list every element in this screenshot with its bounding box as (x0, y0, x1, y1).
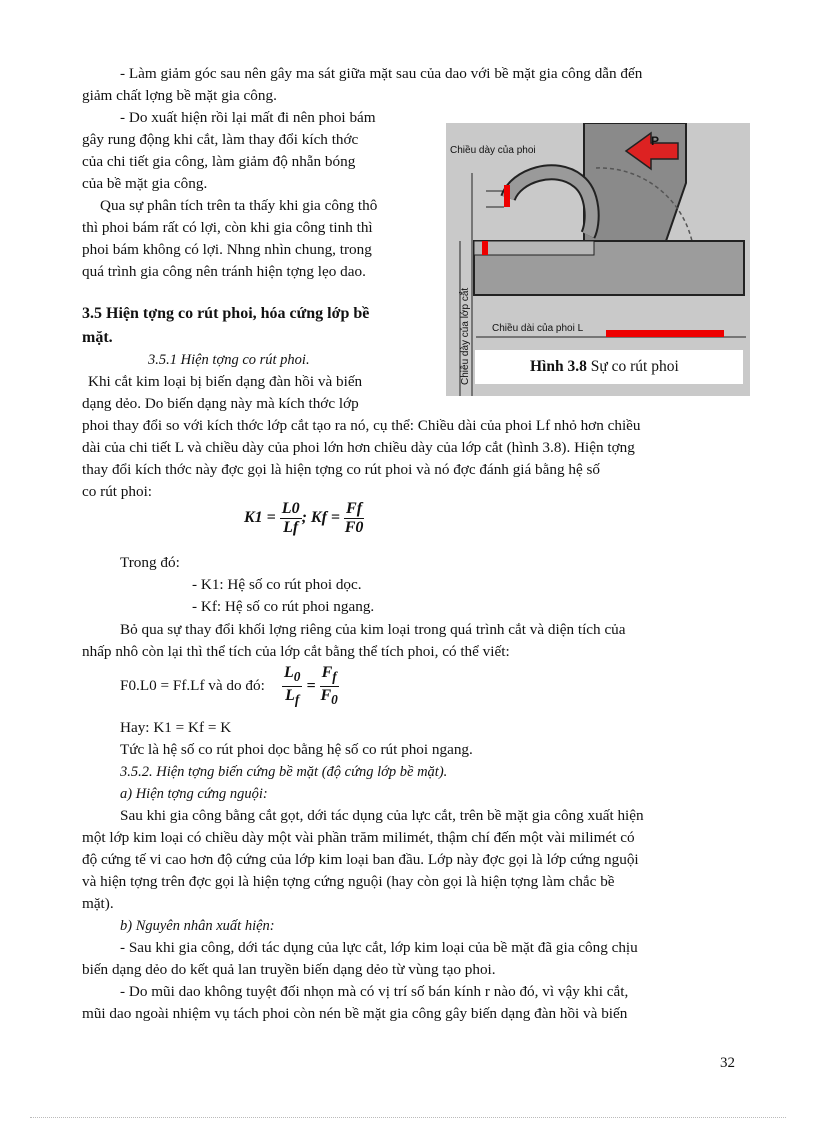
text-line: phoi bám không có lợi. Nhng nhìn chung, trong (82, 241, 372, 258)
svg-text:P: P (651, 134, 660, 148)
text-line: - Do mũi dao không tuyệt đối nhọn mà có vị trí số bán kính r nào đó, vì vậy khi cắt, (120, 983, 629, 1000)
text-line: một lớp kim loại có chiều dày một vài phần trăm milimét, thậm chí đến một vài milimét có (82, 829, 635, 846)
text-line: phoi thay đổi so với kích thớc lớp cắt tạo ra nó, cụ thể: Chiều dài của phoi Lf nhỏ hơn chiều (82, 417, 641, 434)
text-line: - Do xuất hiện rồi lại mất đi nên phoi bám (120, 109, 376, 126)
text-line: độ cứng tế vi cao hơn độ cứng của lớp kim loại ban đầu. Lớp này đợc gọi là lớp cứng nguội (82, 851, 639, 868)
text-line: - Sau khi gia công, dới tác dụng của lực cắt, lớp kim loại của bề mặt đã gia công chịu (120, 939, 638, 956)
text-line: Tức là hệ số co rút phoi dọc bằng hệ số co rút phoi ngang. (120, 741, 473, 758)
subsection-heading: 3.5.2. Hiện tợng biến cứng bề mặt (độ cứng lớp bề mặt). (120, 764, 448, 780)
formula-kf: Kf (310, 509, 327, 527)
formula-f0: F0 (344, 519, 364, 536)
page-number: 32 (720, 1055, 735, 1071)
section-heading: mặt. (82, 329, 113, 346)
subsection-heading: 3.5.1 Hiện tợng co rút phoi. (148, 352, 310, 368)
formula-l0: L0 (281, 500, 300, 517)
svg-text:Chiều dài của phoi L: Chiều dài của phoi L (492, 323, 584, 334)
page-footer-divider (30, 1117, 786, 1118)
text-line: - Kf: Hệ số co rút phoi ngang. (192, 598, 375, 615)
text-line: của bề mặt gia công. (82, 175, 208, 192)
text-line: biến dạng dẻo do kết quả lan truyền biến dạng dẻo từ vùng tạo phoi. (82, 961, 496, 978)
text-line: dạng dẻo. Do biến dạng này mà kích thớc lớp (82, 395, 359, 412)
text-line: Hay: K1 = Kf = K (120, 719, 232, 736)
section-heading: 3.5 Hiện tợng co rút phoi, hóa cứng lớp bề (82, 305, 370, 322)
text-line: của chi tiết gia công, làm giảm độ nhẵn bóng (82, 153, 356, 170)
text-line: thay đổi kích thớc này đợc gọi là hiện tợng co rút phoi và nó đợc đánh giá bằng hệ số (82, 461, 601, 478)
text-line: giảm chất lợng bề mặt gia công. (82, 87, 277, 104)
text-line: Khi cắt kim loại bị biến dạng đàn hồi và biến (88, 373, 363, 390)
formula-ff: Ff (346, 500, 363, 517)
caption-number: Hình 3.8 (530, 358, 587, 375)
subsection-heading: a) Hiện tợng cứng nguội: (120, 786, 268, 802)
text-line: Bỏ qua sự thay đổi khối lợng riêng của kim loại trong quá trình cắt và diện tích của (120, 621, 626, 638)
caption-text: Sự co rút phoi (590, 358, 679, 375)
text-line: dài của chi tiết L và chiều dày của phoi lớn hơn chiều dày của lớp cắt (hình 3.8). Hiện tợng (82, 439, 635, 456)
text-line: quá trình gia công nên tránh hiện tợng lẹo dao. (82, 263, 366, 280)
formula-shrink-ratio: K1 = $\frac{L0}{Lf}$ ; Kf = $\frac{Ff}{F0}$ (244, 500, 364, 536)
subsection-heading: b) Nguyên nhân xuất hiện: (120, 918, 275, 934)
formula-lf: Lf (283, 519, 299, 536)
text-line: gây rung động khi cắt, làm thay đổi kích thớc (82, 131, 359, 148)
text-line: Trong đó: (120, 554, 180, 571)
text-line: và hiện tợng trên đợc gọi là hiện tợng cứng nguội (hay còn gọi là hiện tợng làm chắc bề (82, 873, 615, 890)
formula-volume: $\frac{L_0}{L_f}$ = $\frac{F_f}{F_0}$ (284, 664, 338, 708)
svg-text:Chiều dày của phoi: Chiều dày của phoi (450, 145, 536, 156)
text-line: - K1: Hệ số co rút phoi dọc. (192, 576, 362, 593)
text-line: - Làm giảm góc sau nên gây ma sát giữa mặt sau của dao với bề mặt gia công dẫn đến (120, 65, 643, 82)
text-line: F0.L0 = Ff.Lf và do đó: (120, 677, 265, 694)
text-line: nhấp nhô còn lại thì thể tích của lớp cắt bằng thể tích phoi, có thể viết: (82, 643, 510, 660)
text-line: Qua sự phân tích trên ta thấy khi gia công thô (100, 197, 378, 214)
text-line: Sau khi gia công bằng cắt gọt, dới tác dụng của lực cắt, trên bề mặt gia công xuất hiện (120, 807, 644, 824)
text-line: mũi dao ngoài nhiệm vụ tách phoi còn nén bề mặt gia công gây biến dạng đàn hồi và biến (82, 1005, 628, 1022)
text-line: co rút phoi: (82, 483, 153, 500)
text-line: mặt). (82, 895, 114, 912)
text-line: thì phoi bám rất có lợi, còn khi gia công tinh thì (82, 219, 373, 236)
formula-k1: K1 (244, 509, 263, 527)
figure-caption (475, 350, 743, 384)
svg-text:Chiều dày của lớp cắt: Chiều dày của lớp cắt (460, 287, 471, 385)
